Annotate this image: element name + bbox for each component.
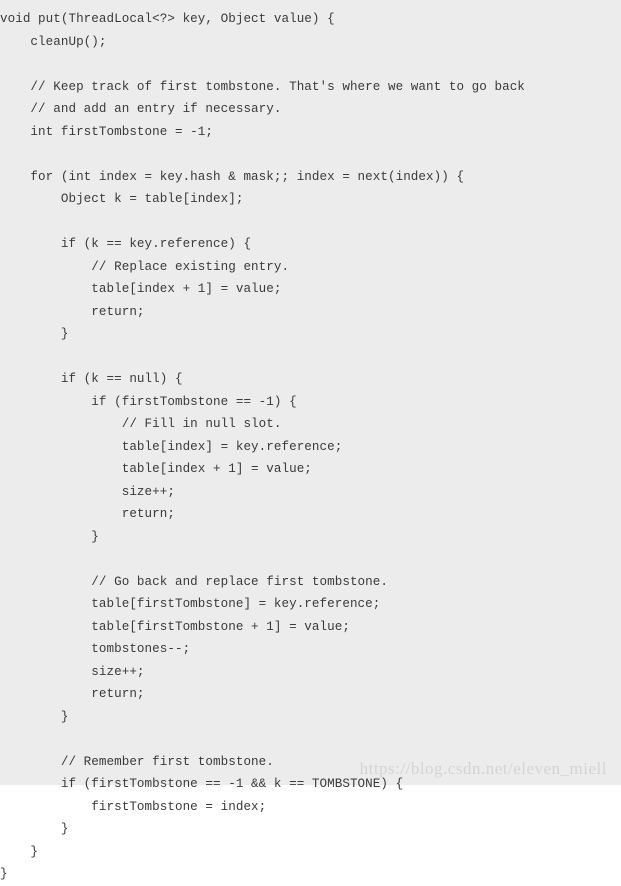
code-line: table[index + 1] = value; [0, 282, 282, 296]
code-line: // Go back and replace first tombstone. [0, 574, 388, 589]
code-line: tombstones--; [0, 642, 191, 656]
code-line: if (k == key.reference) { [0, 237, 252, 251]
code-line: if (firstTombstone == -1) { [0, 394, 297, 409]
code-line: } [0, 709, 69, 724]
code-line: table[firstTombstone + 1] = value; [0, 619, 350, 634]
code-line: void put(ThreadLocal<?> key, Object value) { [0, 12, 335, 26]
code-line: } [0, 867, 8, 881]
code-line: // Replace existing entry. [0, 259, 290, 274]
code-line: // Remember first tombstone. [0, 754, 274, 769]
code-line: } [0, 844, 39, 859]
code-line [0, 548, 621, 571]
code-line: table[index + 1] = value; [0, 462, 312, 476]
code-line: table[firstTombstone] = key.reference; [0, 597, 381, 611]
code-lines [0, 8, 621, 886]
code-line: return; [0, 507, 175, 521]
code-line [0, 53, 621, 76]
code-line: cleanUp(); [0, 34, 107, 49]
code-line [0, 346, 621, 369]
code-line: if (k == null) { [0, 372, 183, 386]
code-line: firstTombstone = index; [0, 799, 267, 814]
code-line: // Fill in null slot. [0, 417, 282, 431]
code-line: } [0, 327, 69, 341]
code-line: size++; [0, 664, 145, 679]
code-line: } [0, 529, 99, 544]
code-line [0, 143, 621, 166]
code-line: int firstTombstone = -1; [0, 124, 214, 139]
code-line [0, 728, 621, 751]
code-line: Object k = table[index]; [0, 192, 244, 206]
code-line: } [0, 822, 69, 836]
code-line: return; [0, 304, 145, 319]
code-line: for (int index = key.hash & mask;; index = next(index)) { [0, 169, 465, 184]
code-line: return; [0, 687, 145, 701]
code-line: size++; [0, 484, 175, 499]
code-line: if (firstTombstone == -1 && k == TOMBSTONE) { [0, 777, 404, 791]
code-line: // Keep track of first tombstone. That's where we want to go back [0, 79, 525, 94]
watermark-url: https://blog.csdn.net/eleven_miell [359, 759, 607, 778]
code-line: table[index] = key.reference; [0, 439, 343, 454]
code-line [0, 211, 621, 234]
code-line: // and add an entry if necessary. [0, 102, 282, 116]
